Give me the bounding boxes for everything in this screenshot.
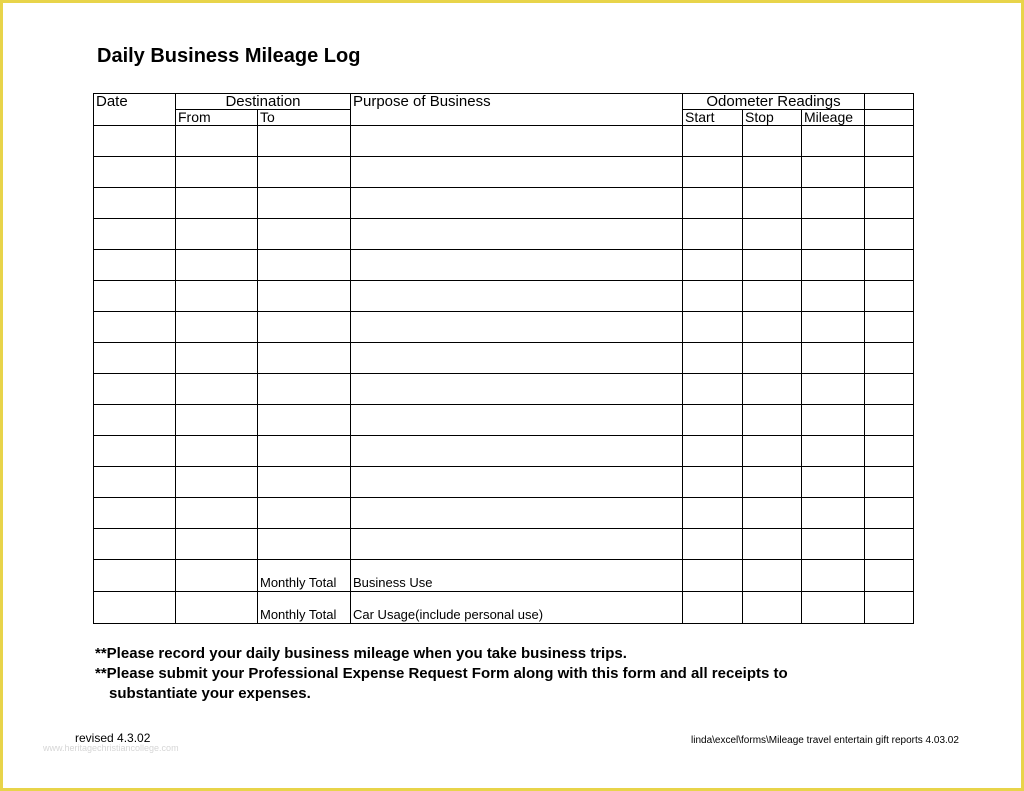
file-path: linda\excel\forms\Mileage travel entertain gift reports 4.03.02 [691,735,959,746]
log-cell[interactable] [351,219,683,250]
log-cell[interactable] [176,405,258,436]
log-cell[interactable] [94,188,176,219]
log-cell[interactable] [683,312,743,343]
total-cell[interactable] [865,592,914,624]
log-cell[interactable] [683,250,743,281]
header-date: Date [94,94,176,110]
log-row [94,374,914,405]
log-cell[interactable] [351,436,683,467]
log-cell[interactable] [743,219,802,250]
log-cell[interactable] [865,157,914,188]
log-cell[interactable] [258,436,351,467]
total-cell[interactable] [94,592,176,624]
log-cell[interactable] [94,467,176,498]
log-row [94,219,914,250]
log-cell[interactable] [258,157,351,188]
log-cell[interactable] [351,405,683,436]
log-cell[interactable] [94,312,176,343]
log-cell[interactable] [865,126,914,157]
log-cell[interactable] [865,405,914,436]
log-cell[interactable] [865,312,914,343]
page-title: Daily Business Mileage Log [97,45,361,67]
log-cell[interactable] [743,343,802,374]
log-cell[interactable] [258,498,351,529]
log-cell[interactable] [258,219,351,250]
log-cell[interactable] [802,529,865,560]
log-cell[interactable] [802,219,865,250]
log-cell[interactable] [802,188,865,219]
log-cell[interactable] [743,250,802,281]
log-cell[interactable] [683,188,743,219]
total-cell[interactable] [865,560,914,592]
log-cell[interactable] [176,529,258,560]
note-line-2: **Please submit your Professional Expense Request Form along with this form and all receipts to [95,665,788,682]
log-cell[interactable] [94,529,176,560]
log-row [94,157,914,188]
header-date-cont [94,110,176,126]
log-cell[interactable] [258,467,351,498]
log-cell[interactable] [351,498,683,529]
instructions [95,644,788,704]
total-cell[interactable] [743,592,802,624]
total-cell[interactable] [94,560,176,592]
log-cell[interactable] [802,374,865,405]
mileage-log-table [93,93,914,624]
header-destination: Destination [176,94,351,110]
log-cell[interactable] [258,126,351,157]
header-row-1 [94,94,914,110]
log-cell[interactable] [865,374,914,405]
log-cell[interactable] [351,529,683,560]
log-cell[interactable] [802,312,865,343]
log-cell[interactable] [743,374,802,405]
log-cell[interactable] [802,250,865,281]
log-cell[interactable] [94,405,176,436]
log-cell[interactable] [743,126,802,157]
log-row [94,529,914,560]
header-extra-2 [865,110,914,126]
log-cell[interactable] [351,312,683,343]
log-cell[interactable] [683,126,743,157]
log-cell[interactable] [351,157,683,188]
log-cell[interactable] [94,250,176,281]
log-cell[interactable] [865,436,914,467]
log-cell[interactable] [258,343,351,374]
log-cell[interactable] [802,281,865,312]
log-cell[interactable] [865,250,914,281]
log-cell[interactable] [258,405,351,436]
log-cell[interactable] [94,374,176,405]
header-from: From [176,110,258,126]
header-purpose: Purpose of Business [351,94,683,110]
log-cell[interactable] [176,219,258,250]
log-row [94,467,914,498]
revised-date: revised 4.3.02 [75,731,151,745]
header-odometer: Odometer Readings [683,94,865,110]
log-cell[interactable] [176,343,258,374]
log-cell[interactable] [865,467,914,498]
log-cell[interactable] [802,157,865,188]
log-cell[interactable] [802,126,865,157]
total-row [94,592,914,624]
log-cell[interactable] [176,157,258,188]
total-description: Car Usage(include personal use) [351,592,683,624]
log-cell[interactable] [683,374,743,405]
log-row [94,281,914,312]
log-row [94,312,914,343]
log-cell[interactable] [743,436,802,467]
note-line-1: **Please record your daily business mileage when you take business trips. [95,645,627,662]
total-row [94,560,914,592]
log-cell[interactable] [176,374,258,405]
log-cell[interactable] [743,312,802,343]
log-cell[interactable] [351,126,683,157]
log-cell[interactable] [683,281,743,312]
log-row [94,436,914,467]
header-row-2 [94,110,914,126]
log-cell[interactable] [94,126,176,157]
log-cell[interactable] [683,157,743,188]
watermark: www.heritagechristiancollege.com [43,743,179,753]
log-cell[interactable] [743,467,802,498]
log-cell[interactable] [683,436,743,467]
log-cell[interactable] [683,219,743,250]
log-cell[interactable] [802,498,865,529]
log-cell[interactable] [176,467,258,498]
log-cell[interactable] [865,529,914,560]
log-cell[interactable] [94,436,176,467]
log-cell[interactable] [94,498,176,529]
log-cell[interactable] [94,281,176,312]
total-label: Monthly Total [258,592,351,624]
log-cell[interactable] [94,219,176,250]
log-cell[interactable] [683,405,743,436]
header-start: Start [683,110,743,126]
log-cell[interactable] [176,126,258,157]
log-cell[interactable] [351,188,683,219]
log-row [94,405,914,436]
log-cell[interactable] [802,436,865,467]
log-row [94,188,914,219]
log-cell[interactable] [351,467,683,498]
log-cell[interactable] [743,498,802,529]
total-cell[interactable] [176,592,258,624]
log-cell[interactable] [176,250,258,281]
log-cell[interactable] [176,498,258,529]
header-purpose-cont [351,110,683,126]
log-cell[interactable] [743,529,802,560]
log-cell[interactable] [802,467,865,498]
note-line-3: substantiate your expenses. [109,685,311,702]
header-stop: Stop [743,110,802,126]
log-cell[interactable] [683,498,743,529]
log-cell[interactable] [743,405,802,436]
log-cell[interactable] [802,343,865,374]
log-cell[interactable] [743,281,802,312]
total-cell[interactable] [683,592,743,624]
log-cell[interactable] [258,188,351,219]
log-cell[interactable] [865,498,914,529]
log-cell[interactable] [258,529,351,560]
log-cell[interactable] [258,374,351,405]
log-cell[interactable] [351,343,683,374]
log-cell[interactable] [94,343,176,374]
total-cell[interactable] [743,560,802,592]
log-cell[interactable] [176,188,258,219]
log-row [94,498,914,529]
log-cell[interactable] [865,188,914,219]
log-cell[interactable] [176,312,258,343]
log-cell[interactable] [865,281,914,312]
log-cell[interactable] [176,436,258,467]
log-cell[interactable] [351,281,683,312]
log-cell[interactable] [351,250,683,281]
log-cell[interactable] [683,529,743,560]
log-cell[interactable] [351,374,683,405]
total-label: Monthly Total [258,560,351,592]
log-cell[interactable] [258,250,351,281]
total-cell[interactable] [683,560,743,592]
log-cell[interactable] [743,188,802,219]
header-to: To [258,110,351,126]
log-cell[interactable] [258,281,351,312]
total-cell[interactable] [802,592,865,624]
header-extra [865,94,914,110]
log-cell[interactable] [176,281,258,312]
log-row [94,126,914,157]
log-row [94,343,914,374]
log-cell[interactable] [743,157,802,188]
log-cell[interactable] [802,405,865,436]
total-description: Business Use [351,560,683,592]
log-cell[interactable] [683,343,743,374]
log-cell[interactable] [258,312,351,343]
total-cell[interactable] [802,560,865,592]
log-cell[interactable] [94,157,176,188]
total-cell[interactable] [176,560,258,592]
log-cell[interactable] [865,343,914,374]
log-cell[interactable] [865,219,914,250]
log-row [94,250,914,281]
header-mileage: Mileage [802,110,865,126]
log-cell[interactable] [683,467,743,498]
